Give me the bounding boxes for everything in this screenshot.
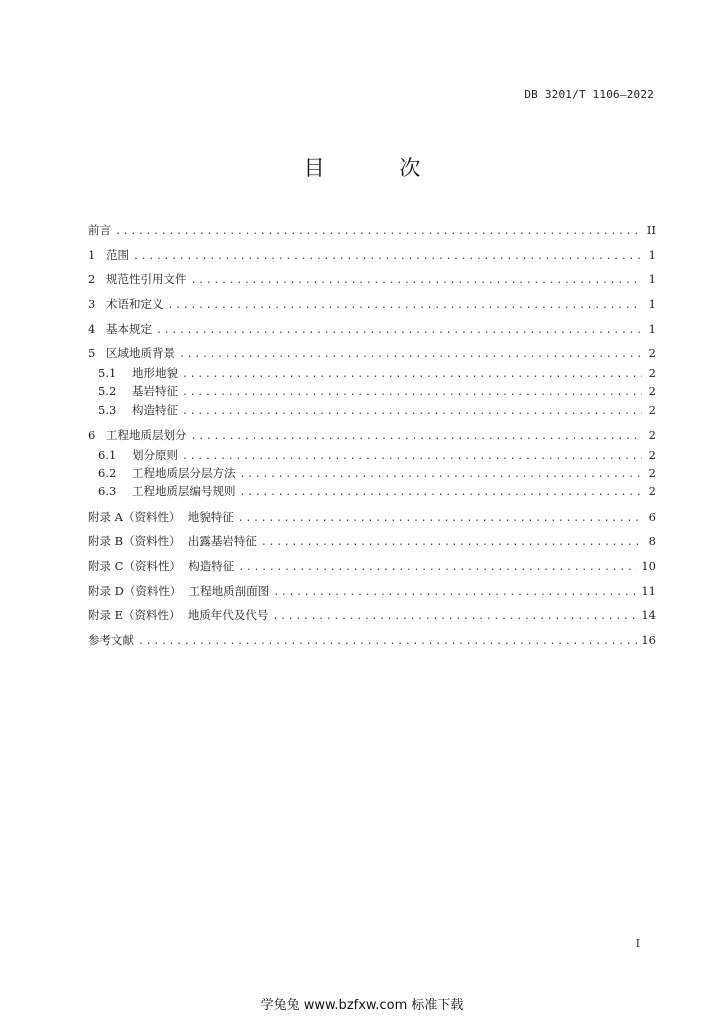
toc-leader-dots (238, 507, 642, 532)
toc-entry-page: II (646, 223, 656, 237)
toc-entry-label: 附录 E（资料性） 地质年代及代号 (88, 608, 269, 623)
watermark-text: 学兔兔 www.bzfxw.com 标准下载 (260, 998, 464, 1013)
toc-entry-page: 2 (648, 366, 656, 381)
toc-entry-page: 2 (648, 447, 656, 462)
toc-entry-appendix-d[interactable] (88, 579, 656, 604)
toc-entry-number: 5.1 (98, 366, 117, 381)
toc-entry-number: 3 (88, 297, 96, 312)
toc-entry-number: 5.3 (98, 402, 117, 417)
toc-entry-page: 2 (648, 466, 656, 480)
toc-entry-page: 2 (648, 402, 656, 417)
toc-entry-page: 8 (648, 534, 656, 549)
toc-leader-dots (273, 581, 637, 606)
toc-leader-dots (191, 425, 643, 450)
toc-entry-label: 参考文献 (88, 633, 134, 648)
toc-entry-6-1[interactable] (88, 446, 656, 464)
toc-leader-dots (272, 605, 637, 630)
toc-leader-dots (182, 366, 642, 384)
toc-entry-appendix-a[interactable] (88, 505, 656, 530)
toc-entry-page: 14 (641, 608, 656, 623)
toc-entry-label: 范围 (106, 247, 129, 262)
toc-entry-label: 基本规定 (106, 321, 152, 336)
toc-entry-references[interactable] (88, 628, 656, 653)
toc-entry-1[interactable] (88, 243, 656, 268)
toc-entry-label: 区域地质背景 (106, 346, 175, 361)
toc-entry-5-2[interactable] (88, 382, 656, 400)
toc-entry-label: 附录 D（资料性） 工程地质剖面图 (88, 583, 270, 598)
toc-entry-label: 工程地质层编号规则 (132, 484, 236, 499)
toc-entry-5-3[interactable] (88, 401, 656, 419)
toc-entry-6-2[interactable] (88, 464, 656, 482)
toc-entry-number: 6.3 (98, 484, 117, 499)
toc-entry-4[interactable] (88, 317, 656, 342)
toc-entry-3[interactable] (88, 292, 656, 317)
toc-entry-label: 附录 A（资料性） 地貌特征 (88, 509, 234, 524)
toc-entry-2[interactable] (88, 267, 656, 292)
toc-leader-dots (240, 466, 643, 484)
toc-entry-page: 16 (641, 633, 656, 648)
toc-entry-page: 2 (648, 346, 656, 361)
toc-entry-page: 2 (648, 428, 656, 443)
toc-entry-label: 术语和定义 (106, 297, 164, 312)
toc-leader-dots (138, 630, 637, 655)
toc-entry-number: 4 (88, 321, 96, 336)
toc-leader-dots (115, 220, 642, 245)
toc-entry-page: 1 (648, 321, 656, 336)
toc-entry-6-3[interactable] (88, 482, 656, 500)
table-of-contents (88, 218, 656, 653)
toc-leader-dots (182, 403, 642, 421)
toc-leader-dots (240, 484, 643, 502)
toc-entry-label: 附录 C（资料性） 构造特征 (88, 558, 235, 573)
toc-entry-label: 工程地质层划分 (106, 428, 187, 443)
toc-entry-page: 1 (648, 272, 656, 287)
toc-entry-appendix-e[interactable] (88, 603, 656, 628)
toc-leader-dots (261, 531, 642, 556)
page-number: I (635, 937, 640, 950)
toc-entry-page: 1 (648, 297, 656, 312)
toc-entry-page: 11 (641, 583, 656, 598)
toc-entry-page: 1 (648, 247, 656, 262)
toc-leader-dots (133, 245, 642, 270)
toc-entry-number: 5 (88, 346, 96, 361)
toc-entry-label: 工程地质层分层方法 (132, 466, 236, 480)
toc-entry-number: 6 (88, 428, 96, 443)
toc-leader-dots (168, 294, 643, 319)
toc-entry-label: 附录 B（资料性） 出露基岩特征 (88, 534, 257, 549)
toc-leader-dots (182, 384, 642, 402)
toc-leader-dots (156, 319, 642, 344)
toc-entry-appendix-c[interactable] (88, 554, 656, 579)
toc-entry-6[interactable] (88, 423, 656, 448)
toc-leader-dots (179, 343, 642, 368)
toc-entry-number: 1 (88, 247, 96, 262)
toc-entry-page: 2 (648, 384, 656, 399)
page-title: 目 次 (303, 156, 455, 180)
toc-entry-number: 5.2 (98, 384, 117, 399)
toc-entry-number: 2 (88, 272, 96, 287)
toc-leader-dots (238, 556, 637, 581)
toc-entry-foreword[interactable] (88, 218, 656, 243)
toc-entry-label: 地形地貌 (132, 366, 178, 381)
toc-entry-page: 10 (641, 558, 656, 573)
toc-entry-number: 6.1 (98, 447, 117, 462)
toc-entry-5[interactable] (88, 341, 656, 366)
toc-leader-dots (182, 448, 642, 466)
toc-entry-label: 划分原则 (132, 447, 178, 462)
toc-entry-number: 6.2 (98, 466, 117, 480)
toc-entry-label: 基岩特征 (132, 384, 178, 399)
toc-entry-appendix-b[interactable] (88, 529, 656, 554)
toc-entry-page: 2 (648, 484, 656, 499)
toc-entry-label: 规范性引用文件 (106, 272, 187, 287)
standard-code: DB 3201/T 1106—2022 (524, 88, 654, 101)
toc-entry-5-1[interactable] (88, 364, 656, 382)
toc-entry-label: 前言 (88, 223, 111, 237)
toc-leader-dots (191, 269, 643, 294)
toc-entry-label: 构造特征 (132, 402, 178, 417)
toc-entry-page: 6 (648, 509, 656, 524)
